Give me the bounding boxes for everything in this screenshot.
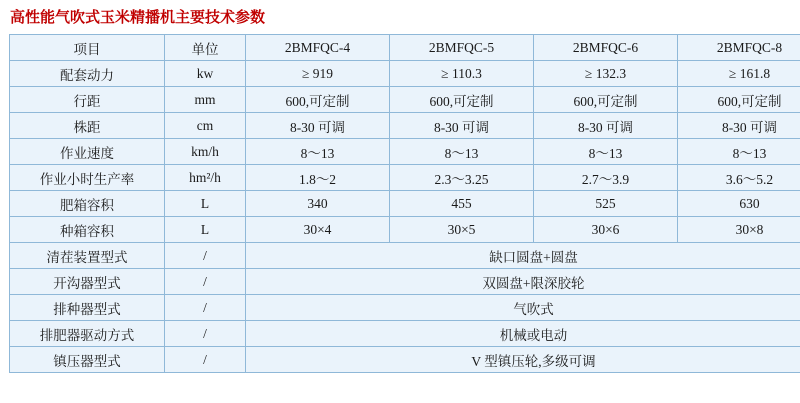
row-value: ≥ 919 [246,61,390,87]
row-label: 株距 [10,113,165,139]
row-value: 8-30 可调 [390,113,534,139]
row-value: 8-30 可调 [246,113,390,139]
row-value: 455 [390,191,534,217]
table-row [10,347,800,373]
row-unit: cm [165,113,246,139]
row-merged-value: 机械或电动 [246,321,800,347]
row-unit: / [165,295,246,321]
row-value: 8～13 [534,139,678,165]
row-unit: mm [165,87,246,113]
row-value: ≥ 161.8 [678,61,800,87]
row-merged-value: 缺口圆盘+圆盘 [246,243,800,269]
table-row [10,217,800,243]
row-label: 作业速度 [10,139,165,165]
table-row [10,191,800,217]
row-label: 镇压器型式 [10,347,165,373]
table-row [10,321,800,347]
row-value: 30×4 [246,217,390,243]
row-value: ≥ 110.3 [390,61,534,87]
row-value: ≥ 132.3 [534,61,678,87]
header-model-3: 2BMFQC-6 [534,35,678,61]
specification-table [9,34,800,373]
row-unit: / [165,269,246,295]
row-unit: L [165,191,246,217]
row-label: 排种器型式 [10,295,165,321]
header-model-4: 2BMFQC-8 [678,35,800,61]
table-row [10,113,800,139]
row-unit: hm²/h [165,165,246,191]
header-unit: 单位 [165,35,246,61]
row-value: 8-30 可调 [678,113,800,139]
table-row [10,295,800,321]
page-title: 高性能气吹式玉米精播机主要技术参数 [10,10,266,26]
row-unit: kw [165,61,246,87]
header-item: 项目 [10,35,165,61]
row-label: 配套动力 [10,61,165,87]
row-value: 600,可定制 [246,87,390,113]
row-value: 2.3～3.25 [390,165,534,191]
row-value: 2.7～3.9 [534,165,678,191]
row-value: 30×6 [534,217,678,243]
row-value: 8-30 可调 [534,113,678,139]
row-unit: / [165,321,246,347]
row-value: 600,可定制 [390,87,534,113]
row-value: 30×8 [678,217,800,243]
row-value: 8～13 [246,139,390,165]
row-label: 排肥器驱动方式 [10,321,165,347]
row-value: 8～13 [678,139,800,165]
row-merged-value: 双圆盘+限深胶轮 [246,269,800,295]
row-value: 3.6～5.2 [678,165,800,191]
row-value: 340 [246,191,390,217]
table-row [10,165,800,191]
row-value: 8～13 [390,139,534,165]
table-row [10,243,800,269]
row-unit: / [165,243,246,269]
row-unit: km/h [165,139,246,165]
row-unit: L [165,217,246,243]
row-label: 行距 [10,87,165,113]
header-model-1: 2BMFQC-4 [246,35,390,61]
table-row [10,139,800,165]
row-label: 作业小时生产率 [10,165,165,191]
row-label: 种箱容积 [10,217,165,243]
table-row [10,87,800,113]
row-value: 1.8～2 [246,165,390,191]
row-value: 600,可定制 [534,87,678,113]
row-value: 30×5 [390,217,534,243]
row-value: 630 [678,191,800,217]
table-row [10,269,800,295]
row-unit: / [165,347,246,373]
table-header-row [10,35,800,61]
row-merged-value: 气吹式 [246,295,800,321]
row-label: 清茬装置型式 [10,243,165,269]
table-body [10,35,800,373]
row-label: 开沟器型式 [10,269,165,295]
row-label: 肥箱容积 [10,191,165,217]
row-value: 600,可定制 [678,87,800,113]
row-value: 525 [534,191,678,217]
row-merged-value: V 型镇压轮,多级可调 [246,347,800,373]
table-row [10,61,800,87]
header-model-2: 2BMFQC-5 [390,35,534,61]
